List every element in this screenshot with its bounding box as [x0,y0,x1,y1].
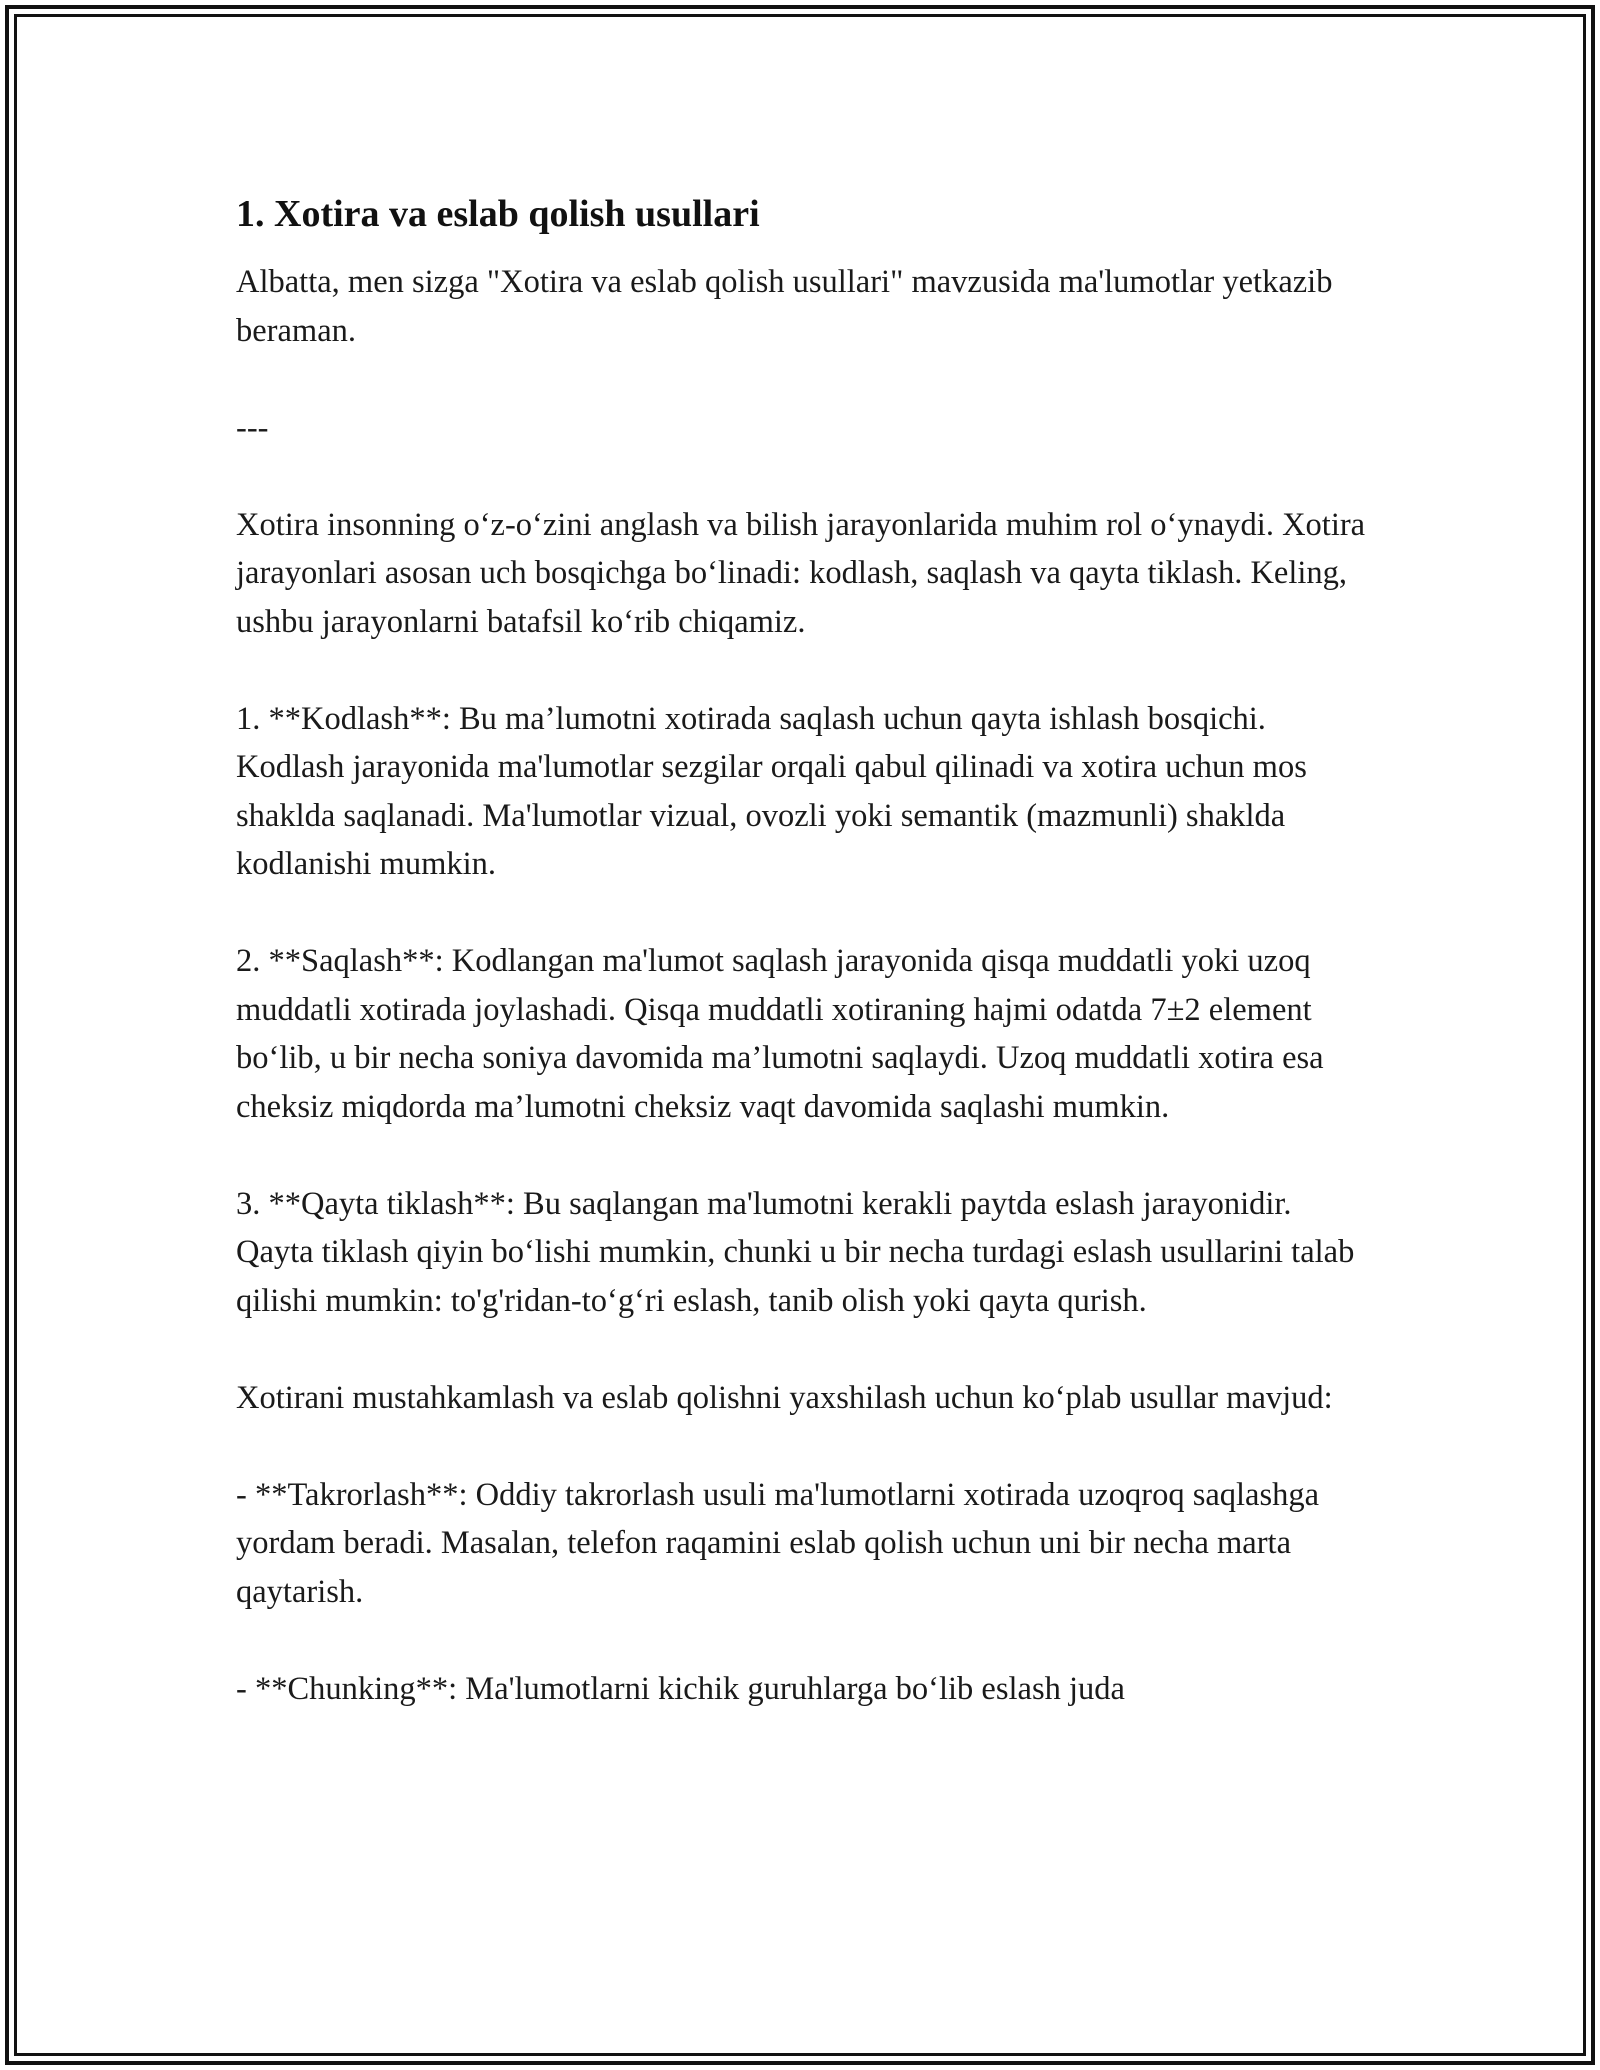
repetition-list-item: - **Takrorlash**: Oddiy takrorlash usuli ma'lumotlarni xotirada uzoqroq saqlashga yordam beradi. Masalan, telefon raqamini eslab qolish uchun uni bir necha marta qaytarish. [236,1476,1320,1610]
storage-paragraph: 2. **Saqlash**: Kodlangan ma'lumot saqlash jarayonida qisqa muddatli yoki uzoq muddatli xotirada joylashadi. Qisqa muddatli xotiraning hajmi odatda 7±2 element bo‘lib, u bir necha soniya davomida ma’lumotni saqlaydi. Uzoq muddatli xotira esa cheksiz miqdorda ma’lumotni cheksiz vaqt davomida saqlashi mumkin. [236,943,1324,1125]
encoding-paragraph: 1. **Kodlash**: Bu ma’lumotni xotirada saqlash uchun qayta ishlash bosqichi. Kodlash jarayonida ma'lumotlar sezgilar orqali qabul qilinadi va xotira uchun mos shaklda saqlanadi. Ma'lumotlar vizual, ovozli yoki semantik (mazmunli) shaklda kodlanishi mumkin. [236,700,1307,882]
separator-line: --- [236,409,269,446]
document-body [236,188,1376,1762]
chunking-list-item: - **Chunking**: Ma'lumotlarni kichik guruhlarga bo‘lib eslash juda [236,1670,1125,1707]
retrieval-paragraph: 3. **Qayta tiklash**: Bu saqlangan ma'lumotni kerakli paytda eslash jarayonidir. Qayta tiklash qiyin bo‘lishi mumkin, chunki u bir necha turdagi eslash usullarini talab qilishi mumkin: to'g'ridan-to‘g‘ri eslash, tanib olish yoki qayta qurish. [236,1185,1355,1319]
document-title: 1. Xotira va eslab qolish usullari [236,193,760,235]
overview-paragraph: Xotira insonning o‘z-o‘zini anglash va bilish jarayonlarida muhim rol o‘ynaydi. Xotira jarayonlari asosan uch bosqichga bo‘linadi: kodlash, saqlash va qayta tiklash. Keling, ushbu jarayonlarni batafsil ko‘rib chiqamiz. [236,506,1366,640]
intro-paragraph: Albatta, men sizga "Xotira va eslab qolish usullari" mavzusida ma'lumotlar yetkazib beraman. [236,264,1333,349]
methods-intro-paragraph: Xotirani mustahkamlash va eslab qolishni yaxshilash uchun ko‘plab usullar mavjud: [236,1379,1333,1416]
